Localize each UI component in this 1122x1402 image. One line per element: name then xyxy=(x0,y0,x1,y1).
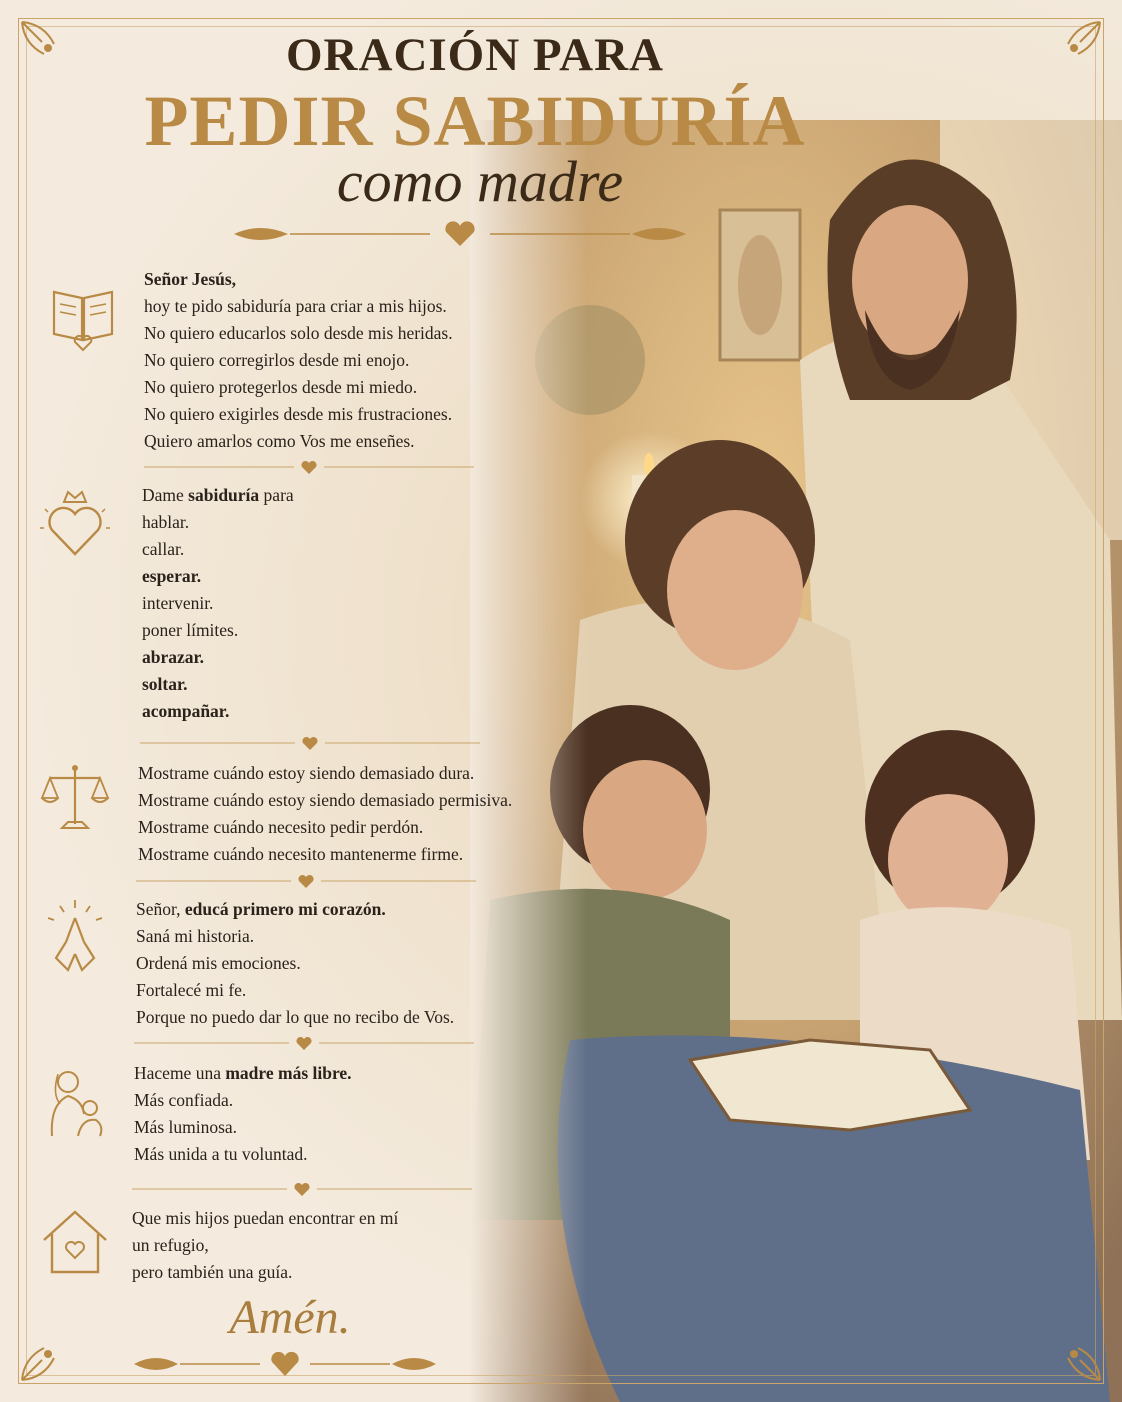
section-3-line: Mostrame cuándo necesito pedir perdón. xyxy=(138,817,424,837)
intro-text: Dame xyxy=(142,485,189,505)
section-2-line: acompañar. xyxy=(142,701,230,721)
section-2-line: abrazar. xyxy=(142,647,205,667)
title-line-1: ORACIÓN PARA xyxy=(286,29,664,81)
section-4-line: Porque no puedo dar lo que no recibo de Vos. xyxy=(136,1007,455,1027)
intro-bold-text: madre más libre. xyxy=(225,1063,352,1083)
section-1-line: No quiero corregirlos desde mi enojo. xyxy=(144,350,410,370)
section-4-line: Saná mi historia. xyxy=(136,926,255,946)
section-2-line: soltar. xyxy=(142,674,188,694)
amen-closing: Amén. xyxy=(229,1291,351,1344)
section-2-line: esperar. xyxy=(142,566,202,586)
section-1-line: Quiero amarlos como Vos me enseñes. xyxy=(144,431,415,451)
section-4-text xyxy=(136,896,454,1031)
heart-divider-icon xyxy=(134,1036,474,1050)
section-5-line: Más luminosa. xyxy=(134,1117,238,1137)
intro-text: para xyxy=(259,485,294,505)
section-1-text xyxy=(144,266,453,455)
section-1-line: Señor Jesús, xyxy=(144,269,237,289)
intro-bold-text: sabiduría xyxy=(188,485,260,505)
section-1-line: No quiero protegerlos desde mi miedo. xyxy=(144,377,418,397)
corner-ornament-icon xyxy=(1038,1318,1108,1388)
heart-divider-icon xyxy=(132,1182,472,1196)
section-1-line: No quiero educarlos solo desde mis heridas. xyxy=(144,323,453,343)
section-4-intro xyxy=(136,896,454,923)
section-4-line: Fortalecé mi fe. xyxy=(136,980,247,1000)
section-6-line: un refugio, xyxy=(132,1235,209,1255)
scales-icon xyxy=(38,762,112,836)
title-divider-icon xyxy=(230,216,690,252)
crowned-heart-icon xyxy=(38,488,112,562)
section-2-line: callar. xyxy=(142,539,185,559)
house-heart-icon xyxy=(38,1206,112,1280)
section-6-line: pero también una guía. xyxy=(132,1262,293,1282)
heart-divider-icon xyxy=(136,874,476,888)
section-5-intro xyxy=(134,1060,352,1087)
section-3-line: Mostrame cuándo estoy siendo demasiado permisiva. xyxy=(138,790,513,810)
section-5-text xyxy=(134,1060,352,1168)
heart-divider-icon xyxy=(144,460,474,474)
intro-text: Haceme una xyxy=(134,1063,226,1083)
section-2-line: poner límites. xyxy=(142,620,239,640)
bottom-divider-icon xyxy=(130,1346,440,1382)
corner-ornament-icon xyxy=(1038,14,1108,84)
section-6-line: Que mis hijos puedan encontrar en mí xyxy=(132,1208,399,1228)
section-2-line: intervenir. xyxy=(142,593,214,613)
corner-ornament-icon xyxy=(14,1318,84,1388)
section-3-line: Mostrame cuándo estoy siendo demasiado dura. xyxy=(138,763,475,783)
mother-child-icon xyxy=(38,1064,112,1138)
section-1-line: No quiero exigirles desde mis frustraciones. xyxy=(144,404,453,424)
family-prayer-painting xyxy=(470,120,1122,1402)
section-2-line: hablar. xyxy=(142,512,190,532)
section-5-line: Más confiada. xyxy=(134,1090,234,1110)
section-3-line: Mostrame cuándo necesito mantenerme firme. xyxy=(138,844,464,864)
section-1-line: hoy te pido sabiduría para criar a mis hijos. xyxy=(144,296,447,316)
intro-text: Señor, xyxy=(136,899,185,919)
section-2-text xyxy=(142,482,294,725)
section-6-text xyxy=(132,1205,398,1286)
section-4-line: Ordená mis emociones. xyxy=(136,953,301,973)
open-bible-heart-icon xyxy=(46,278,120,352)
title-line-3: como madre xyxy=(336,149,624,214)
section-5-line: Más unida a tu voluntad. xyxy=(134,1144,308,1164)
praying-hands-icon xyxy=(38,898,112,972)
section-2-intro xyxy=(142,482,294,509)
heart-divider-icon xyxy=(140,736,480,750)
intro-bold-text: educá primero mi corazón. xyxy=(184,899,386,919)
title-line-2: PEDIR SABIDURÍA xyxy=(144,81,806,161)
section-3-text xyxy=(138,760,512,868)
